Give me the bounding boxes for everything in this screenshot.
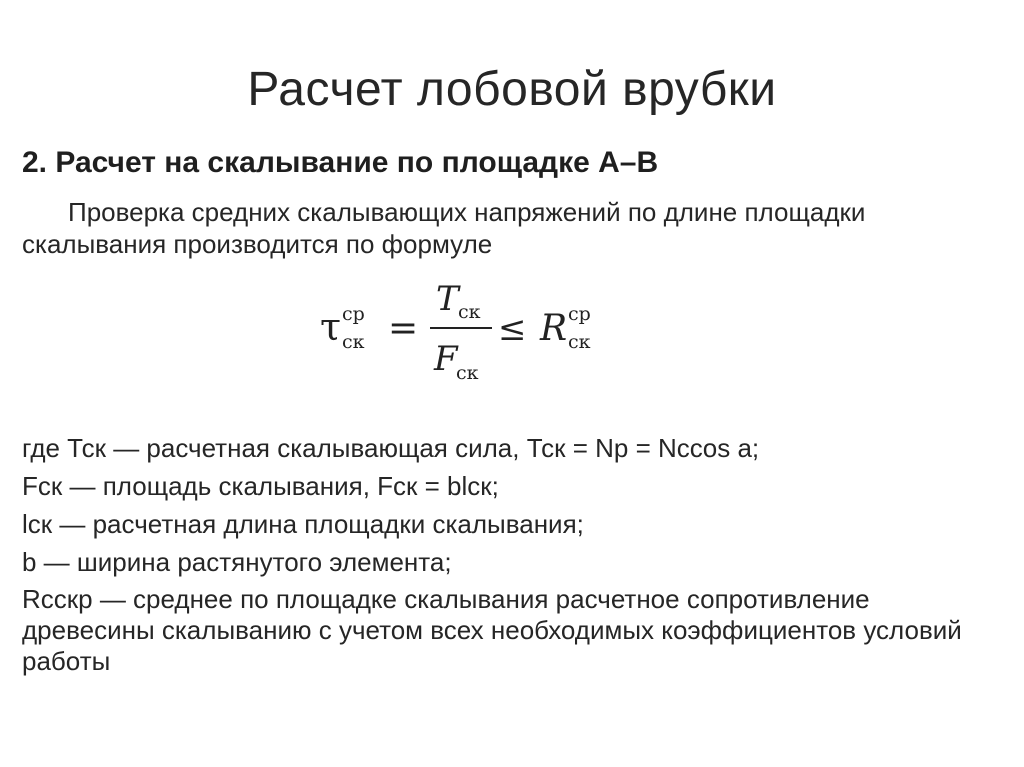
definitions-list [22, 432, 1002, 683]
formula-denominator-sub: ск [456, 362, 479, 384]
definition-item: Rсскр — среднее по площадке скалывания расчетное сопротивление древесины скалыванию с учетом всех необходимых коэффициентов условий работы [22, 584, 962, 676]
definition-item: Fск — площадь скалывания, Fск = blск; [22, 471, 499, 501]
section-heading: 2. Расчет на скалывание по площадке А–В [22, 146, 659, 179]
formula-denominator-symbol: F [434, 339, 458, 379]
formula-relation: ≤ [498, 309, 527, 349]
formula-lhs-sub: ск [342, 331, 365, 353]
formula-rhs-sup: ср [568, 303, 591, 325]
formula-numerator-sub: ск [458, 301, 481, 323]
shear-stress-formula [318, 276, 618, 386]
slide-title: Расчет лобовой врубки [247, 63, 777, 117]
definition-item: lск — расчетная длина площадки скалывания; [22, 509, 584, 539]
formula-lhs-sup: ср [342, 303, 365, 325]
intro-paragraph: Проверка средних скалывающих напряжений по длине площадки скалывания производится по формуле [22, 197, 866, 259]
formula-numerator-symbol: T [436, 279, 459, 319]
formula-lhs-symbol: τ [320, 305, 342, 349]
formula-equals: = [388, 308, 419, 349]
definition-item: b — ширина растянутого элемента; [22, 547, 452, 577]
formula-rhs-sub: ск [568, 331, 591, 353]
definition-item: где Тск — расчетная скалывающая сила, Тск = Nр = Nссos a; [22, 433, 760, 463]
formula-rhs-symbol: R [540, 308, 568, 349]
